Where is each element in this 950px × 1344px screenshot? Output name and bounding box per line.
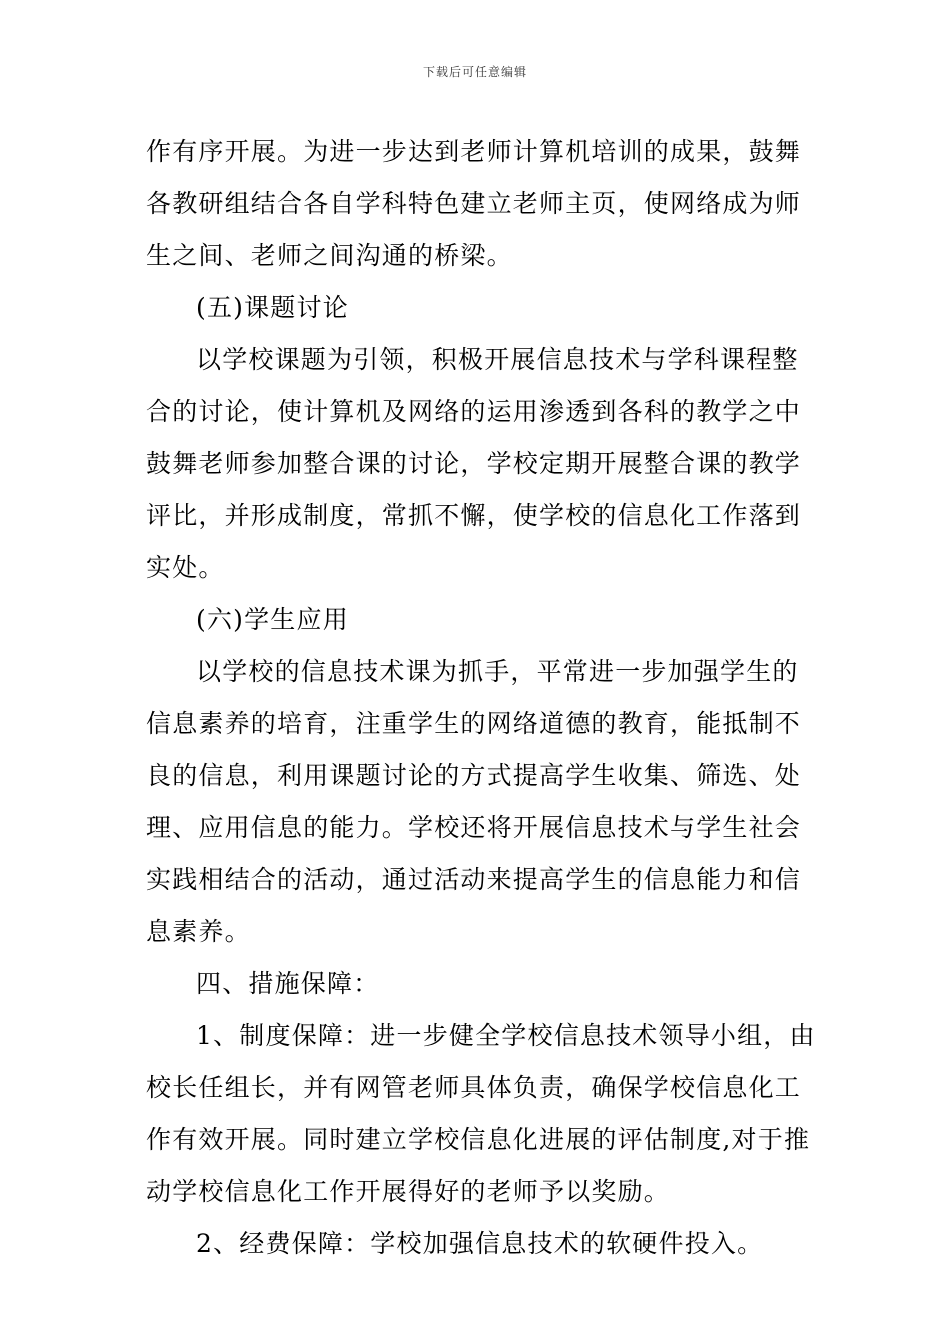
text-line: 信息素养的培育，注重学生的网络道德的教育，能抵制不 [146, 709, 802, 738]
text-line: 鼓舞老师参加整合课的讨论，学校定期开展整合课的教学 [146, 449, 802, 478]
text-line: 1、制度保障：进一步健全学校信息技术领导小组，由 [196, 1021, 816, 1050]
text-line: 息素养。 [146, 917, 251, 946]
section-heading: 四、措施保障： [196, 969, 380, 998]
text-line: 以学校课题为引领，积极开展信息技术与学科课程整 [196, 345, 799, 374]
text-line: 实处。 [146, 553, 225, 582]
text-line: 生之间、老师之间沟通的桥梁。 [146, 241, 513, 270]
text-line: 作有序开展。为进一步达到老师计算机培训的成果，鼓舞 [146, 137, 802, 166]
text-line: 理、应用信息的能力。学校还将开展信息技术与学生社会 [146, 813, 802, 842]
section-heading: (五)课题讨论 [196, 293, 349, 322]
text-line: 评比，并形成制度，常抓不懈，使学校的信息化工作落到 [146, 501, 802, 530]
section-heading: (六)学生应用 [196, 605, 349, 634]
text-line: 校长任组长，并有网管老师具体负责，确保学校信息化工 [146, 1073, 802, 1102]
text-line: 各教研组结合各自学科特色建立老师主页，使网络成为师 [146, 189, 802, 218]
text-line: 动学校信息化工作开展得好的老师予以奖励。 [146, 1177, 671, 1206]
text-line: 良的信息，利用课题讨论的方式提高学生收集、筛选、处 [146, 761, 802, 790]
document-body [146, 126, 816, 1270]
text-line: 以学校的信息技术课为抓手，平常进一步加强学生的 [196, 657, 799, 686]
page-header: 下载后可任意编辑 [422, 65, 527, 79]
text-line: 实践相结合的活动，通过活动来提高学生的信息能力和信 [146, 865, 802, 894]
text-line: 作有效开展。同时建立学校信息化进展的评估制度,对于推 [146, 1125, 811, 1154]
text-line: 合的讨论，使计算机及网络的运用渗透到各科的教学之中 [146, 397, 802, 426]
text-line: 2、经费保障：学校加强信息技术的软硬件投入。 [196, 1229, 764, 1258]
